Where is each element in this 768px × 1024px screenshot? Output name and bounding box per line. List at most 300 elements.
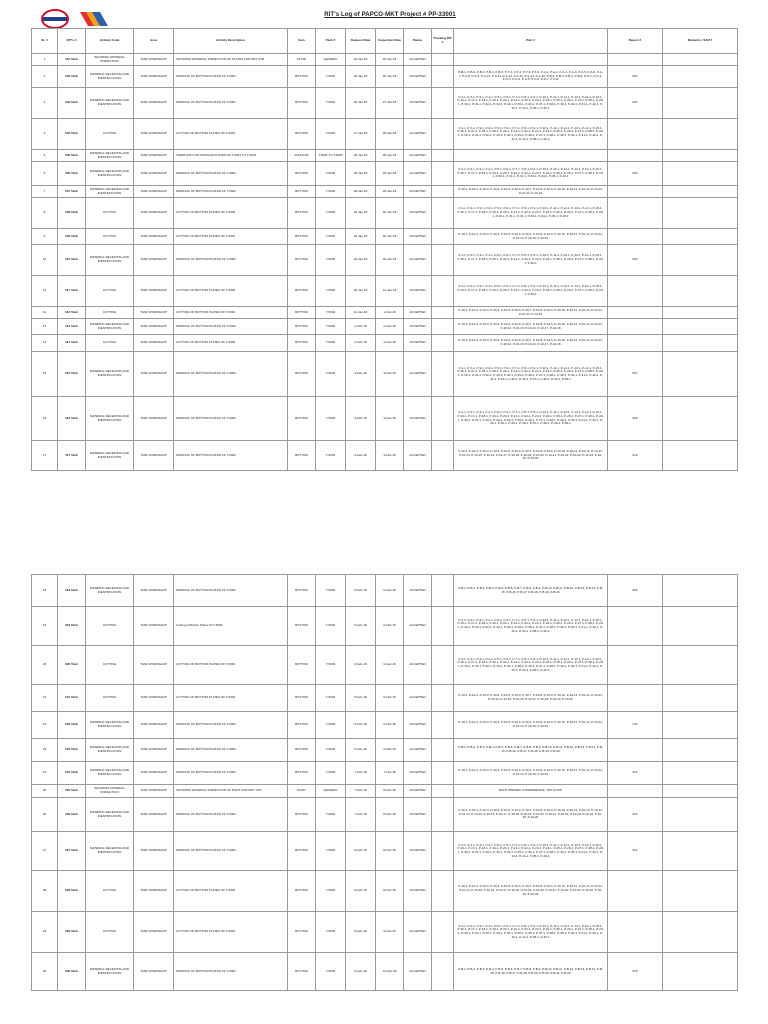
- tank-number-cell: T-5001 TO T-5003: [316, 150, 346, 162]
- activity-description-cell: MARKING OF BOTTOM PLATES OF T-5004: [174, 798, 288, 832]
- table-row: [32, 712, 738, 739]
- table-row: [32, 607, 738, 646]
- activity-code-cell: MATERIAL RECEIVING AND IDENTIFICATION: [86, 66, 134, 88]
- activity-description-cell: CUTTING OF BOTTOM PLATES OF T-5004: [174, 912, 288, 953]
- table-row: [32, 397, 738, 441]
- item-cell: BOTTOM: [288, 607, 316, 646]
- status-cell: ACCEPTED: [404, 685, 432, 712]
- area-cell: TANK WORKSHOP: [134, 739, 174, 762]
- report-number-cell: 003: [608, 245, 663, 276]
- table-row: [32, 88, 738, 119]
- item-cell: BOTTOM: [288, 575, 316, 607]
- page-break: [0, 530, 768, 574]
- report-number-cell: [608, 871, 663, 912]
- tracking-rit-cell: [432, 832, 454, 871]
- area-cell: TANK WORKSHOP: [134, 798, 174, 832]
- part-number-cell: P-B-1, P-B-2, P-B-3, P-B-4, P-B-5, P-T-1, P-T-2, P-T-3, P-T-4, P-A-1, P-A-2, P-A-3, P-A-4, P-A-5, P-A-6, P-A-7, P-A-8, P-A-9, P-A-10, P-A-11, P-A-12, P-A-13, P-A-14, P-A-15, P-B-2, P-B-3, P-B-4, P-B-5, P-C-1, P-C-2, P-C-3, P-C-4, P-C-5, P-C-6, P-C-7, P-C-8: [454, 66, 608, 88]
- tank-number-cell: T-5001: [316, 119, 346, 150]
- activity-description-cell: MARKING OF BOTTOM PLATES OF T-5003: [174, 575, 288, 607]
- rit-log-table: [31, 28, 738, 471]
- activity-description-cell: MARKING OF BOTTOM PLATES OF T-5003: [174, 441, 288, 471]
- area-cell: TANK WORKSHOP: [134, 441, 174, 471]
- part-number-cell: P-1-1, P-2-1, P-3-1, P-4-1, P-5-1, P-6-1, P-7-1, P-8-1, P-9-1, P-10-1, P-11-1, P-12-1, P-13-1, P-14-1, P-15-1, P-16-1, P-17-1, P-18-1, P-19-1, P-20-1, P-21-1, P-22-1, P-23-1, P-24-1, P-25-1, P-26-1, P-27-1, P-28-1, P-29-1, P-30-1, P-31-1, P-32-1, P-33-1, P-34-1, P-35-1, P-36-1: [454, 162, 608, 186]
- serial-cell: 25: [32, 785, 58, 798]
- activity-description-cell: MARKING OF BOTTOM PLATES OF T-5002: [174, 186, 288, 198]
- tracking-rit-cell: [432, 119, 454, 150]
- tank-number-cell: T-5003: [316, 646, 346, 685]
- area-cell: TANK WORKSHOP: [134, 335, 174, 352]
- table-row: [32, 352, 738, 397]
- activity-description-cell: MARKING OF BOTTOM PLATES OF T-5004: [174, 953, 288, 991]
- serial-cell: 16: [32, 397, 58, 441]
- inspection-date-cell: 2-Feb-18: [376, 319, 404, 335]
- request-date-cell: 28-Jan-18: [346, 150, 376, 162]
- column-header: Inspection Date: [376, 29, 404, 54]
- status-cell: ACCEPTED: [404, 785, 432, 798]
- inspection-date-cell: 29-Jan-18: [376, 162, 404, 186]
- part-number-cell: P-10-1, P-10-2, P-10-3, P-10-4, P-10-5, P-10-6, P-10-7, P-10-8, P-10-9, P-10-10, P-10-11, P-10-12, P-10-13, P-10-14, P-10-15: [454, 186, 608, 198]
- tank-number-cell: T-5002: [316, 307, 346, 319]
- rit-number-cell: 019 Tank: [58, 607, 86, 646]
- table-row: [32, 162, 738, 186]
- table-header-row: [32, 29, 738, 54]
- remarks-cell: [663, 319, 738, 335]
- log-sheet-page-2: [0, 574, 768, 1024]
- activity-description-cell: MARKING OF BOTTOM PLATES OF T-5001: [174, 66, 288, 88]
- rit-number-cell: 001 Tank: [58, 54, 86, 66]
- area-cell: TANK WORKSHOP: [134, 186, 174, 198]
- inspection-date-cell: 6-Feb-18: [376, 712, 404, 739]
- part-number-cell: P-1-1, P-2-1, P-3-1, P-4-1, P-5-1, P-6-1, P-7-1, P-8-1, P-9-1, P-10-1, P-11-1, P-12-1, P-13-1, P-14-1, P-15-1, P-16-1, P-17-1, P-18-1, P-19-1, P-20-1, P-21-1, P-22-1, P-23-1, P-24-1, P-25-1, P-26-1, P-27-1, P-28-1, P-29-1, P-30-1, P-31-1, P-32-1, P-33-1, P-34-1, P-35-1, P-36-1, P-37-1, P-38-1, P-39-1, P-40-1, P-41-1, P-42-1, P-43-1, P-44-1, P-45-1, P-46-1: [454, 119, 608, 150]
- remarks-cell: [663, 198, 738, 229]
- inspection-date-cell: 6-Feb-18: [376, 739, 404, 762]
- tank-number-cell: T-5002: [316, 319, 346, 335]
- status-cell: ACCEPTED: [404, 162, 432, 186]
- inspection-date-cell: 30-Jan-18: [376, 245, 404, 276]
- rit-number-cell: 002 Tank: [58, 66, 86, 88]
- activity-code-cell: CUTTING: [86, 607, 134, 646]
- request-date-cell: 3-Feb-18: [346, 441, 376, 471]
- inspection-date-cell: 8-Feb-18: [376, 785, 404, 798]
- request-date-cell: 28-Jan-18: [346, 162, 376, 186]
- activity-description-cell: CUTTING OF BOTTOM PLATES OF T-5003: [174, 646, 288, 685]
- activity-code-cell: INCOMING MATERIAL INSPECTION: [86, 785, 134, 798]
- tank-number-cell: T-5001: [316, 229, 346, 245]
- part-number-cell: P-10-1, P-10-2, P-10-3, P-10-4, P-10-5, P-10-6, P-10-7, P-10-8, P-10-9, P-10-10, P-10-11, P-10-12, P-10-13, P-10-14, P-10-15, P-10-16, P-10-17, P-10-18, P-10-19, P-10-20: [454, 685, 608, 712]
- item-cell: BOTTOM: [288, 953, 316, 991]
- activity-description-cell: Cutting of Bottom Plates Of T-5002: [174, 607, 288, 646]
- activity-code-cell: MATERIAL RECEIVING AND IDENTIFICATION: [86, 441, 134, 471]
- serial-cell: 2: [32, 66, 58, 88]
- rit-number-cell: 024 Tank: [58, 762, 86, 785]
- activity-description-cell: MARKING OF BOTTOM PLATES OF T-5003: [174, 739, 288, 762]
- column-header: Report #: [608, 29, 663, 54]
- serial-cell: 6: [32, 162, 58, 186]
- tank-number-cell: T-5002: [316, 186, 346, 198]
- area-cell: TANK WORKSHOP: [134, 575, 174, 607]
- item-cell: BOTTOM: [288, 397, 316, 441]
- report-number-cell: 012: [608, 762, 663, 785]
- remarks-cell: [663, 575, 738, 607]
- table-row: [32, 441, 738, 471]
- rit-number-cell: 010 Tank: [58, 245, 86, 276]
- area-cell: TANK WORKSHOP: [134, 685, 174, 712]
- activity-description-cell: MARKING OF BOTTOM PLATES OF T-5003: [174, 397, 288, 441]
- status-cell: ACCEPTED: [404, 186, 432, 198]
- report-number-cell: 001: [608, 88, 663, 119]
- tracking-rit-cell: [432, 245, 454, 276]
- activity-code-cell: INCOMING MATERIAL INSPECTION: [86, 54, 134, 66]
- inspection-date-cell: 28-Jan-18: [376, 119, 404, 150]
- inspection-date-cell: 6-Feb-18: [376, 646, 404, 685]
- area-cell: TANK WORKSHOP: [134, 646, 174, 685]
- item-cell: BOTTOM: [288, 832, 316, 871]
- status-cell: ACCEPTED: [404, 307, 432, 319]
- tank-number-cell: T-5001: [316, 66, 346, 88]
- tank-number-cell: T-5002: [316, 276, 346, 307]
- item-cell: BOTTOM: [288, 712, 316, 739]
- rit-number-cell: 026 Tank: [58, 798, 86, 832]
- tank-number-cell: T-5004: [316, 953, 346, 991]
- activity-code-cell: MATERIAL RECEIVING AND IDENTIFICATION: [86, 712, 134, 739]
- remarks-cell: [663, 245, 738, 276]
- report-number-cell: [608, 685, 663, 712]
- report-number-cell: [608, 54, 663, 66]
- request-date-cell: 6-Feb-18: [346, 607, 376, 646]
- papco-logo-icon: [80, 8, 124, 30]
- part-number-cell: P-10-1, P-10-2, P-10-3, P-10-4, P-10-5, P-10-6, P-10-7, P-10-8, P-10-9, P-10-10, P-10-11, P-10-12, P-10-13, P-10-14, P-10-15, P-10-16, P-10-17, P-10-18, P-10-19, P-10-20, P-10-21, P-10-22, P-10-23, P-10-24, P-10-25, P-10-26: [454, 798, 608, 832]
- status-cell: ACCEPTED: [404, 762, 432, 785]
- table-row: [32, 66, 738, 88]
- tracking-rit-cell: [432, 198, 454, 229]
- area-cell: TANK WORKSHOP: [134, 66, 174, 88]
- status-cell: ACCEPTED: [404, 646, 432, 685]
- area-cell: TANK WORKSHOP: [134, 607, 174, 646]
- inspection-date-cell: 7-Feb-18: [376, 762, 404, 785]
- table-row: [32, 319, 738, 335]
- activity-code-cell: MATERIAL RECEIVING AND IDENTIFICATION: [86, 245, 134, 276]
- report-number-cell: [608, 739, 663, 762]
- item-cell: BOTTOM: [288, 186, 316, 198]
- report-number-cell: 009: [608, 575, 663, 607]
- inspection-date-cell: 29-Jan-18: [376, 186, 404, 198]
- status-cell: ACCEPTED: [404, 66, 432, 88]
- table-row: [32, 186, 738, 198]
- tank-number-cell: T-5002: [316, 245, 346, 276]
- item-cell: BOTTOM: [288, 762, 316, 785]
- report-number-cell: [608, 785, 663, 798]
- activity-code-cell: MATERIAL RECEIVING AND IDENTIFICATION: [86, 798, 134, 832]
- report-number-cell: [608, 229, 663, 245]
- column-header: Sr. #: [32, 29, 58, 54]
- inspection-date-cell: 31-Jan-18: [376, 276, 404, 307]
- activity-code-cell: CUTTING: [86, 685, 134, 712]
- part-number-cell: P-B-1, P-B-2, P-B-3, P-B-4, P-B-5, P-B-6, P-B-7, P-B-8, P-B-9, P-B-10, P-B-11, P-B-12, P-B-13, P-B-14, P-B-15, P-B-16, P-B-17, P-B-18, P-B-19, P-B-20: [454, 739, 608, 762]
- part-number-cell: P-1-1, P-2-1, P-3-1, P-4-1, P-5-1, P-6-1, P-7-1, P-8-1, P-9-1, P-10-1, P-11-1, P-12-1, P-13-1, P-14-1, P-15-1, P-16-1, P-17-1, P-18-1, P-19-1, P-20-1, P-21-1, P-22-1, P-23-1, P-24-1, P-25-1, P-26-1, P-27-1, P-28-1, P-29-1, P-30-1, P-31-1, P-32-1, P-33-1, P-34-1, P-35-1, P-36-1, P-37-1, P-38-1, P-39-1, P-40-1, P-41-1, P-42-1, P-43-1, P-44-1, P-45-1, P-46-1, P-47-1, P-48-1, P-49-1, P-50-1: [454, 397, 608, 441]
- status-cell: ACCEPTED: [404, 575, 432, 607]
- item-cell: BOTTOM: [288, 319, 316, 335]
- item-cell: BOTTOM: [288, 66, 316, 88]
- request-date-cell: 9-Feb-18: [346, 953, 376, 991]
- tracking-rit-cell: [432, 319, 454, 335]
- activity-code-cell: CUTTING: [86, 912, 134, 953]
- table-row: [32, 229, 738, 245]
- part-number-cell: P-1-1, P-2-1, P-3-1, P-4-1, P-5-1, P-6-1, P-7-1, P-8-1, P-9-1, P-10-1, P-11-1, P-12-1, P-13-1, P-14-1, P-15-1, P-16-1, P-17-1, P-18-1, P-19-1, P-20-1, P-21-1, P-22-1, P-23-1, P-24-1, P-25-1, P-26-1, P-27-1, P-28-1, P-29-1, P-30-1: [454, 245, 608, 276]
- activity-description-cell: TEMPLATE FOR ANNULAR PLATES OF T-5001 TO T-5003: [174, 150, 288, 162]
- request-date-cell: 28-Jan-18: [346, 186, 376, 198]
- tracking-rit-cell: [432, 575, 454, 607]
- item-cell: BOTTOM: [288, 307, 316, 319]
- area-cell: TANK WORKSHOP: [134, 119, 174, 150]
- activity-description-cell: MARKING OF BOTTOM PLATES OF T-5003: [174, 352, 288, 397]
- report-number-cell: 013: [608, 798, 663, 832]
- remarks-cell: [663, 276, 738, 307]
- request-date-cell: 8-Feb-18: [346, 912, 376, 953]
- tracking-rit-cell: [432, 162, 454, 186]
- area-cell: TANK WORKSHOP: [134, 912, 174, 953]
- inspection-date-cell: 27-Jan-18: [376, 88, 404, 119]
- remarks-cell: [663, 739, 738, 762]
- serial-cell: 4: [32, 119, 58, 150]
- item-cell: BOTTOM: [288, 685, 316, 712]
- remarks-cell: [663, 785, 738, 798]
- inspection-date-cell: 30-Jan-18: [376, 198, 404, 229]
- rit-number-cell: 030 Tank: [58, 953, 86, 991]
- request-date-cell: 29-Jan-18: [346, 229, 376, 245]
- remarks-cell: [663, 335, 738, 352]
- activity-description-cell: MARKING OF BOTTOM PLATES OF T-5001: [174, 88, 288, 119]
- inspection-date-cell: 10-Feb-18: [376, 953, 404, 991]
- request-date-cell: 5-Feb-18: [346, 575, 376, 607]
- tracking-rit-cell: [432, 953, 454, 991]
- part-number-cell: P-1-1, P-2-1, P-3-1, P-4-1, P-5-1, P-6-1, P-7-1, P-8-1, P-9-1, P-10-1, P-11-1, P-12-1, P-13-1, P-14-1, P-15-1, P-16-1, P-17-1, P-18-1, P-19-1, P-20-1, P-21-1, P-22-1, P-23-1, P-24-1, P-25-1, P-26-1, P-27-1, P-28-1, P-29-1, P-30-1, P-31-1, P-32-1, P-33-1, P-34-1, P-35-1, P-36-1, P-37-1, P-38-1, P-39-1, P-40-1, P-41-1, P-42-1, P-43-1, P-44-1, P-45-1, P-46-1, P-47-1, P-48-1, P-49-1, P-50-1: [454, 352, 608, 397]
- status-cell: ACCEPTED: [404, 88, 432, 119]
- status-cell: ACCEPTED: [404, 832, 432, 871]
- tank-number-cell: T-5002: [316, 162, 346, 186]
- part-number-cell: P-10-1, P-10-2, P-10-3, P-10-4, P-10-5, P-10-6, P-10-7, P-10-8, P-10-9, P-10-10, P-10-11, P-10-12, P-10-13, P-10-14, P-10-15, P-10-16: [454, 762, 608, 785]
- item-cell: BOTTOM: [288, 871, 316, 912]
- item-cell: BOTTOM: [288, 198, 316, 229]
- activity-code-cell: MATERIAL RECEIVING AND IDENTIFICATION: [86, 575, 134, 607]
- area-cell: TANK WORKSHOP: [134, 229, 174, 245]
- activity-code-cell: CUTTING: [86, 307, 134, 319]
- activity-code-cell: CUTTING: [86, 198, 134, 229]
- report-number-cell: [608, 646, 663, 685]
- activity-description-cell: CUTTING OF BOTTOM PLATES OF T-5002: [174, 307, 288, 319]
- report-number-cell: [608, 186, 663, 198]
- status-cell: ACCEPTED: [404, 229, 432, 245]
- request-date-cell: 1-Feb-18: [346, 319, 376, 335]
- column-header: Remarks / SAP #: [663, 29, 738, 54]
- rit-number-cell: 012 Tank: [58, 307, 86, 319]
- tracking-rit-cell: [432, 276, 454, 307]
- tracking-rit-cell: [432, 912, 454, 953]
- request-date-cell: 8-Feb-18: [346, 871, 376, 912]
- status-cell: ACCEPTED: [404, 54, 432, 66]
- tank-number-cell: T-5004: [316, 871, 346, 912]
- request-date-cell: 26-Jan-18: [346, 88, 376, 119]
- request-date-cell: 26-Jan-18: [346, 66, 376, 88]
- item-cell: BOTTOM: [288, 245, 316, 276]
- status-cell: ACCEPTED: [404, 319, 432, 335]
- table-row: [32, 685, 738, 712]
- tank-number-cell: T-5003: [316, 739, 346, 762]
- activity-code-cell: MATERIAL RECEIVING AND IDENTIFICATION: [86, 88, 134, 119]
- part-number-cell: [454, 150, 608, 162]
- inspection-date-cell: 3-Feb-18: [376, 397, 404, 441]
- activity-code-cell: MATERIAL RECEIVING AND IDENTIFICATION: [86, 150, 134, 162]
- area-cell: TANK WORKSHOP: [134, 54, 174, 66]
- remarks-cell: [663, 397, 738, 441]
- table-body: [32, 575, 738, 991]
- item-cell: ANNULAR: [288, 150, 316, 162]
- activity-description-cell: CUTTING OF BOTTOM PLATES OF T-5004: [174, 871, 288, 912]
- serial-cell: 10: [32, 245, 58, 276]
- status-cell: ACCEPTED: [404, 712, 432, 739]
- item-cell: BOTTOM: [288, 335, 316, 352]
- area-cell: TANK WORKSHOP: [134, 953, 174, 991]
- serial-cell: 23: [32, 739, 58, 762]
- item-cell: BOTTOM: [288, 119, 316, 150]
- remarks-cell: [663, 162, 738, 186]
- rit-number-cell: 029 Tank: [58, 912, 86, 953]
- activity-code-cell: CUTTING: [86, 335, 134, 352]
- table-row: [32, 150, 738, 162]
- activity-code-cell: CUTTING: [86, 119, 134, 150]
- table-row: [32, 198, 738, 229]
- request-date-cell: 7-Feb-18: [346, 798, 376, 832]
- activity-code-cell: MATERIAL RECEIVING AND IDENTIFICATION: [86, 397, 134, 441]
- serial-cell: 15: [32, 352, 58, 397]
- inspection-date-cell: 3-Feb-18: [376, 335, 404, 352]
- tank-number-cell: T-5002: [316, 335, 346, 352]
- part-number-cell: P-10-1, P-10-2, P-10-3, P-10-4, P-10-5, P-10-6, P-10-7, P-10-8, P-10-9, P-10-10, P-10-11, P-10-12, P-10-13, P-10-14, P-10-15, P-10-16: [454, 712, 608, 739]
- rit-number-cell: 003 Tank: [58, 88, 86, 119]
- area-cell: TANK WORKSHOP: [134, 832, 174, 871]
- table-row: [32, 739, 738, 762]
- status-cell: ACCEPTED: [404, 150, 432, 162]
- activity-description-cell: MARKING OF BOTTOM PLATES OF T-5002: [174, 245, 288, 276]
- activity-code-cell: CUTTING: [86, 871, 134, 912]
- request-date-cell: 30-Jan-18: [346, 276, 376, 307]
- serial-cell: 12: [32, 307, 58, 319]
- item-cell: BOTTOM: [288, 352, 316, 397]
- item-cell: BOTTOM: [288, 646, 316, 685]
- remarks-cell: [663, 871, 738, 912]
- tank-number-cell: T-5003: [316, 441, 346, 471]
- inspection-date-cell: 26-Jan-18: [376, 66, 404, 88]
- tank-number-cell: T-5003: [316, 397, 346, 441]
- table-row: [32, 785, 738, 798]
- table-row: [32, 832, 738, 871]
- request-date-cell: 5-Feb-18: [346, 712, 376, 739]
- remarks-cell: [663, 229, 738, 245]
- inspection-date-cell: 6-Feb-18: [376, 607, 404, 646]
- serial-cell: 22: [32, 712, 58, 739]
- status-cell: ACCEPTED: [404, 276, 432, 307]
- table-row: [32, 245, 738, 276]
- part-number-cell: P-1-1, P-2-1, P-3-1, P-4-1, P-5-1, P-6-1, P-7-1, P-8-1, P-9-1, P-10-1, P-11-1, P-12-1, P-13-1, P-14-1, P-15-1, P-16-1, P-17-1, P-18-1, P-19-1, P-20-1, P-21-1, P-22-1, P-23-1, P-24-1, P-25-1, P-26-1, P-27-1, P-28-1, P-29-1, P-30-1, P-31-1, P-32-1, P-33-1, P-34-1, P-35-1, P-36-1, P-37-1, P-38-1, P-39-1, P-40-1, P-41-1, P-42-1, P-43-1, P-44-1, P-45-1, P-46-1: [454, 912, 608, 953]
- rit-number-cell: 011 Tank: [58, 276, 86, 307]
- table-row: [32, 871, 738, 912]
- activity-description-cell: CUTTING OF BOTTOM PLATES OF T-5002: [174, 276, 288, 307]
- serial-cell: 27: [32, 832, 58, 871]
- area-cell: TANK WORKSHOP: [134, 307, 174, 319]
- request-date-cell: 29-Jan-18: [346, 198, 376, 229]
- document-title: RIT's Log of PAPCO-MKT Project # PP-33001: [324, 12, 456, 18]
- part-number-cell: P-10-1, P-10-2, P-10-3, P-10-4, P-10-5, P-10-6, P-10-7, P-10-8, P-10-9, P-10-10, P-10-11, P-10-12, P-10-13, P-10-14, P-10-15, P-10-16, P-10-17, P-10-18, P-10-19, P-10-20, P-10-21, P-10-22, P-10-23, P-10-24, P-10-25, P-10-26: [454, 441, 608, 471]
- area-cell: TANK WORKSHOP: [134, 245, 174, 276]
- inspection-date-cell: 8-Feb-18: [376, 798, 404, 832]
- part-number-cell: P-10-1, P-10-2, P-10-3, P-10-4, P-10-5, P-10-6, P-10-7, P-10-8, P-10-9, P-10-10, P-10-11, P-10-12, P-10-13, P-10-14, P-10-15, P-10-16, P-10-17, P-10-18: [454, 335, 608, 352]
- inspection-date-cell: 3-Feb-18: [376, 441, 404, 471]
- column-header: Activity Code: [86, 29, 134, 54]
- item-cell: BOTTOM: [288, 441, 316, 471]
- status-cell: ACCEPTED: [404, 912, 432, 953]
- activity-code-cell: MATERIAL RECEIVING AND IDENTIFICATION: [86, 739, 134, 762]
- item-cell: PLATE: [288, 54, 316, 66]
- report-number-cell: 015: [608, 953, 663, 991]
- part-number-cell: P-1-1, P-2-1, P-3-1, P-4-1, P-5-1, P-6-1, P-7-1, P-8-1, P-9-1, P-10-1, P-11-1, P-12-1, P-13-1, P-14-1, P-15-1, P-16-1, P-17-1, P-18-1, P-19-1, P-20-1, P-21-1, P-22-1, P-23-1, P-24-1, P-25-1, P-26-1, P-27-1, P-28-1, P-29-1, P-30-1: [454, 276, 608, 307]
- remarks-cell: [663, 646, 738, 685]
- item-cell: BOTTOM: [288, 229, 316, 245]
- request-date-cell: 7-Feb-18: [346, 762, 376, 785]
- serial-cell: 9: [32, 229, 58, 245]
- area-cell: TANK WORKSHOP: [134, 198, 174, 229]
- serial-cell: 24: [32, 762, 58, 785]
- part-number-cell: P-B-1, P-B-2, P-B-3, P-B-4, P-B-5, P-B-6, P-B-7, P-B-8, P-B-9, P-B-10, P-B-11, P-B-12, P-B-13, P-B-14, P-B-15, P-B-16, P-B-17, P-B-18, P-B-19, P-B-20, P-B-21, P-B-22: [454, 953, 608, 991]
- activity-description-cell: MARKING OF BOTTOM PLATES OF T-5002: [174, 319, 288, 335]
- activity-code-cell: MATERIAL RECEIVING AND IDENTIFICATION: [86, 832, 134, 871]
- tracking-rit-cell: [432, 88, 454, 119]
- request-date-cell: 5-Feb-18: [346, 685, 376, 712]
- area-cell: TANK WORKSHOP: [134, 276, 174, 307]
- column-header: Area: [134, 29, 174, 54]
- serial-cell: 29: [32, 912, 58, 953]
- remarks-cell: [663, 441, 738, 471]
- remarks-cell: [663, 912, 738, 953]
- status-cell: ACCEPTED: [404, 798, 432, 832]
- request-date-cell: 3-Feb-18: [346, 397, 376, 441]
- area-cell: TANK WORKSHOP: [134, 762, 174, 785]
- report-number-cell: 002: [608, 162, 663, 186]
- remarks-cell: [663, 352, 738, 397]
- request-date-cell: 29-Jan-18: [346, 245, 376, 276]
- rit-number-cell: 016 Tank: [58, 397, 86, 441]
- inspection-date-cell: 28-Jan-18: [376, 150, 404, 162]
- tracking-rit-cell: [432, 335, 454, 352]
- table-row: [32, 646, 738, 685]
- tracking-rit-cell: [432, 54, 454, 66]
- item-cell: BOTTOM: [288, 162, 316, 186]
- tank-number-cell: T-5004: [316, 832, 346, 871]
- tracking-rit-cell: [432, 762, 454, 785]
- activity-description-cell: CUTTING OF BOTTOM PLATES OF T-5002: [174, 335, 288, 352]
- rit-number-cell: 027 Tank: [58, 832, 86, 871]
- activity-code-cell: MATERIAL RECEIVING AND IDENTIFICATION: [86, 162, 134, 186]
- activity-code-cell: MATERIAL RECEIVING AND IDENTIFICATION: [86, 352, 134, 397]
- status-cell: ACCEPTED: [404, 871, 432, 912]
- table-row: [32, 953, 738, 991]
- activity-description-cell: INCOMING MATERIAL INSPECTION OF PAINT FOR MKT STR: [174, 785, 288, 798]
- serial-cell: 7: [32, 186, 58, 198]
- remarks-cell: [663, 150, 738, 162]
- tracking-rit-cell: [432, 229, 454, 245]
- tracking-rit-cell: [432, 441, 454, 471]
- inspection-date-cell: 9-Feb-18: [376, 912, 404, 953]
- area-cell: TANK WORKSHOP: [134, 712, 174, 739]
- tank-number-cell: T-5002: [316, 198, 346, 229]
